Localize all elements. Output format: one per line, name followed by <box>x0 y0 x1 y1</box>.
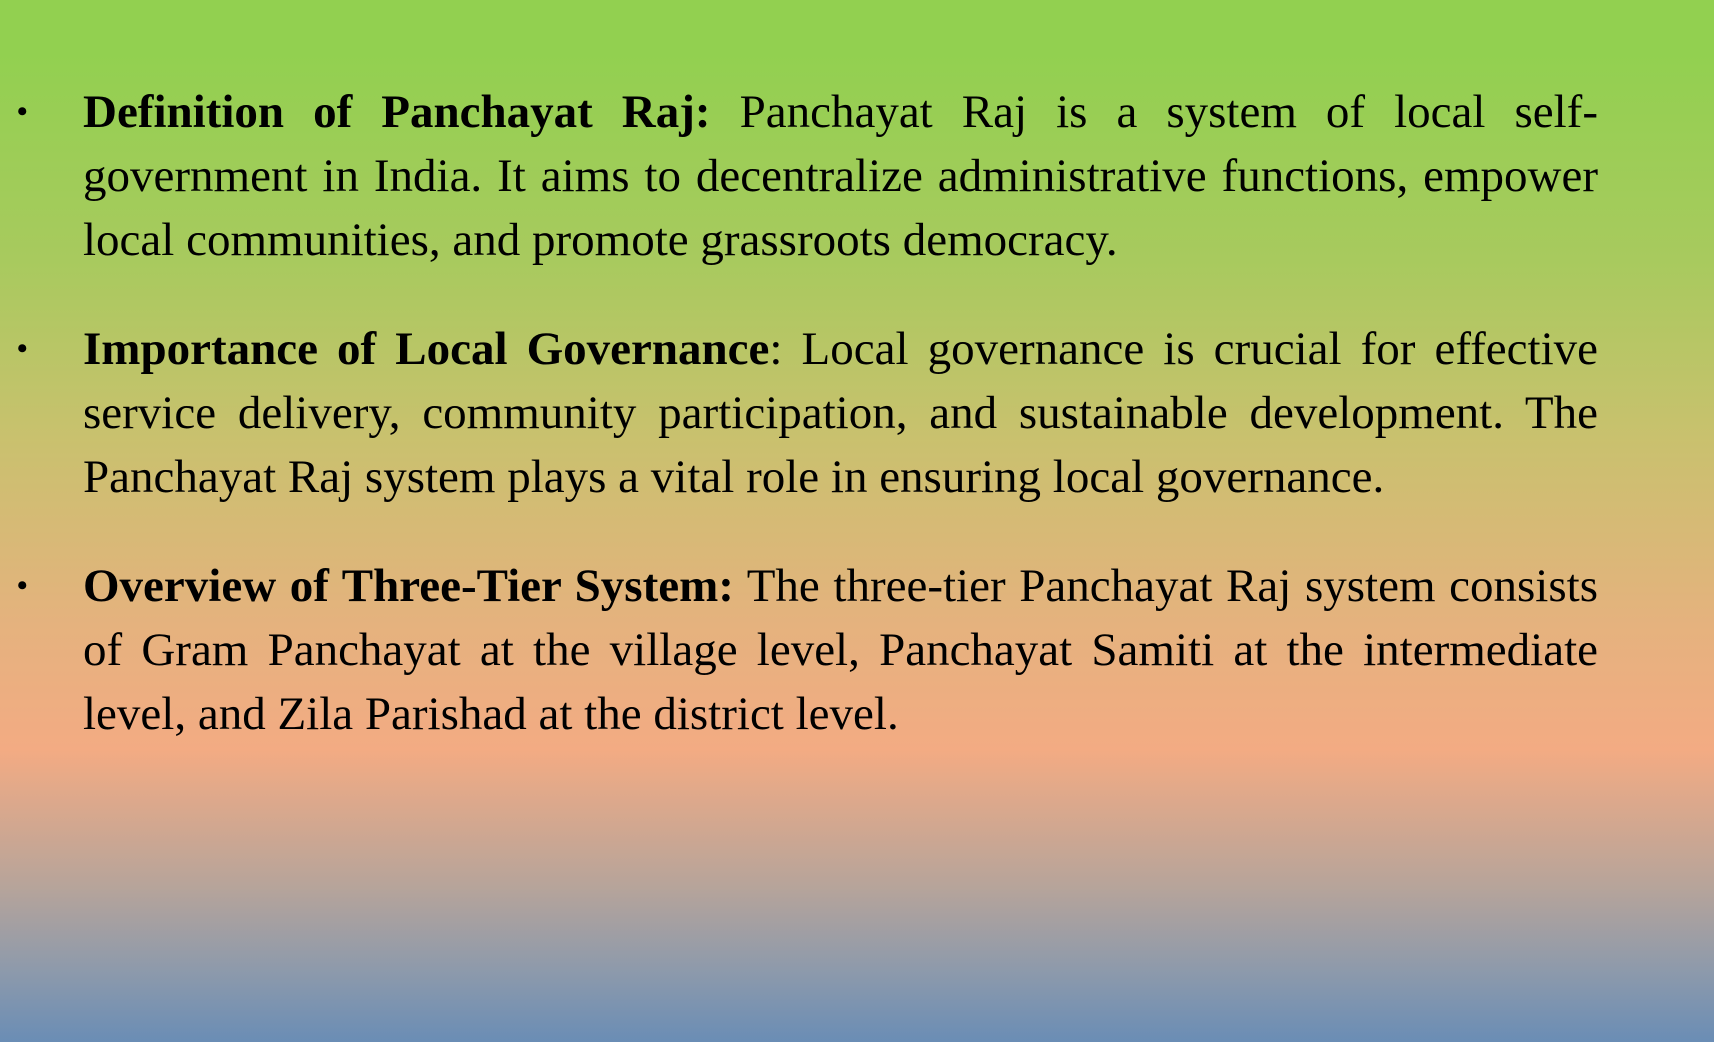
bullet-importance <box>17 317 1598 509</box>
bullet-term: Definition of Panchayat Raj: <box>83 86 711 138</box>
bullet-definition <box>17 80 1598 272</box>
bullet-marker: • <box>17 569 28 602</box>
bullet-marker: • <box>17 332 28 365</box>
bullet-text: Panchayat Raj is a system of local self-government in India. It aims to decentralize administrative functions, empower local communities, and promote grassroots democracy. <box>83 86 1598 266</box>
bullet-separator: : <box>769 323 783 375</box>
bullet-marker: • <box>17 95 28 128</box>
slide-content <box>0 80 1714 791</box>
bullet-text: The three-tier Panchayat Raj system consists of Gram Panchayat at the village level, Panchayat Samiti at the intermediate level, and Zila Parishad at the district level. <box>83 560 1599 740</box>
bullet-text: Local governance is crucial for effective service delivery, community participation, and sustainable development. The Panchayat Raj system plays a vital role in ensuring local governance. <box>83 323 1598 503</box>
bullet-term: Overview of Three-Tier System: <box>83 560 734 612</box>
bullet-overview <box>17 554 1599 746</box>
bullet-term: Importance of Local Governance <box>83 323 770 375</box>
